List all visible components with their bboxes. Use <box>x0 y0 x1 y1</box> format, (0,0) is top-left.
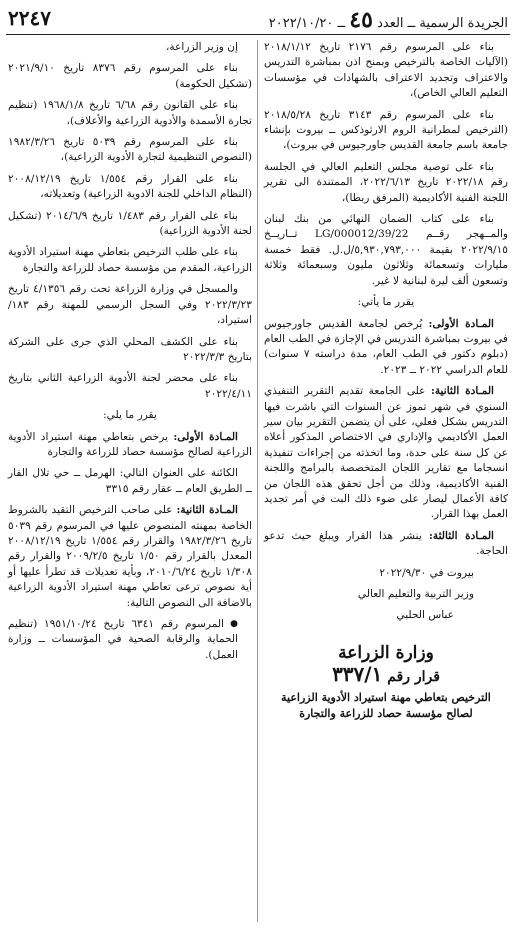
gazette-title <box>269 7 508 33</box>
left-article-1-text: يرخص بتعاطي مهنة استيراد الأدوية الزراعية لصالح مؤسسة حصاد للزراعة والتجارة <box>8 430 252 458</box>
page-header <box>6 4 510 35</box>
decree-number <box>264 662 508 687</box>
article-3-label: المـادة الثالثة: <box>428 529 494 542</box>
decree-num: ٣٣٧ <box>332 662 365 687</box>
decides-heading-left: يقرر ما يلي: <box>103 409 157 422</box>
issue-number: ٤٥ <box>349 7 373 33</box>
column-divider <box>257 40 258 922</box>
ministry-heading: وزارة الزراعة <box>338 642 434 663</box>
page-number: ٢٢٤٧ <box>8 6 51 30</box>
left-article-2-label: المـادة الثانية: <box>176 504 238 517</box>
clause-decree-8376: بناء على المرسوم رقم ٨٣٧٦ تاريخ ٢٠٢١/٩/١٠ (تشكيل الحكومة) <box>8 62 252 90</box>
clause-decree-2176: بناء على المرسوم رقم ٢١٧٦ تاريخ ٢٠١٨/١/١٢ (الآليات الخاصة بالترخيص وبمنح اذن بمباشرة التدريس والاعتراف وتجديد الاعتراف بالشهادات في مؤسسات التعليم العالي الخاص)، <box>264 41 508 100</box>
bullet-decree-6341: ● المرسوم رقم ٦٣٤١ تاريخ ١٩٥١/١٠/٢٤ (تنظيم الحماية والرقابة الصحية في المؤسسات ــ وزارة العمل). <box>8 617 252 663</box>
left-article-2-text: على صاحب الترخيص التقيد بالشروط الخاصة بمهنته المنصوص عليها في المرسوم رقم ٥٠٣٩ تاريخ ١٩٨٢/٣/٢٦ والقرار رقم ١/٥٥٤ تاريخ ٢٠٠٨/١٢/١٩ المعدل بالقرار رقم ١/٥٠ تاريخ ٢٠٠٩/٢/٥ والقرار رقم ١/٣٠٨ تاريخ ٢٠١٠/٦/٢٤، وبأية تعديلات قد تطرأ عليها أو أية نصوص ترعى تعاطي مهنة استيراد الأدوية الزراعية بالاضافة الى النصوص التالية: <box>8 504 252 609</box>
clause-bank-guarantee: بناء على كتاب الضمان النهائي من بنك لبنان والمــهجر رقــم 39/22/LG/000012 تــاريــخ ٢٠٢٢/٩/١٥ بقيمة ٥,٩٣٠,٧٩٣,٠٠٠/ل.ل. فقط خمسة مليارات وتسعمائة وثلاثون مليون وسبعمائة وثلاثة وتسعون ألف ليرة لبنانية لا غير. <box>264 213 508 287</box>
gazette-name: الجريدة الرسمية ــ العدد <box>377 16 508 31</box>
article-1 <box>264 317 508 379</box>
left-column <box>8 40 252 669</box>
clause-decision-554: بناء على القرار رقم ١/٥٥٤ تاريخ ٢٠٠٨/١٢/١٩ (النظام الداخلي للجنة الادوية الزراعية) وتعديلاته، <box>8 172 252 201</box>
signature-name: عباس الحلبي <box>396 609 454 622</box>
signature-date: بيروت في ٢٠٢٢/٩/٣٠ <box>379 566 474 579</box>
decree-subject-line-2: لصالح مؤسسة حصاد للزراعة والتجارة <box>299 706 473 720</box>
left-article-1 <box>8 430 252 461</box>
article-2 <box>264 384 508 523</box>
decree-subject-line-1: الترخيص بتعاطي مهنة استيراد الأدوية الزراعية <box>281 690 491 704</box>
clause-decree-5039: بناء على المرسوم رقم ٥٠٣٩ تاريخ ١٩٨٢/٣/٢٦ (النصوص التنظيمية لتجارة الأدوية الزراعية)، <box>8 136 252 164</box>
clause-committee-minutes: بناء على محضر لجنة الأدوية الزراعية الثاني بتاريخ ٢٠٢٢/٤/١١ <box>8 372 252 400</box>
clause-inspection: بناء على الكشف المحلي الذي جرى على الشركة بتاريخ ٢٠٢٢/٣/٣ <box>8 335 252 363</box>
signature-title: وزير التربية والتعليم العالي <box>357 588 474 600</box>
decree-slash: /١ <box>364 662 383 687</box>
article-3 <box>264 529 508 560</box>
article-2-text: على الجامعة تقديم التقرير التنفيذي السنوي في شهر تموز عن السنوات التي باشرت فيها التدريس بشكل فعلي، على أن يتضمن التقرير بيان سير العمل الأكاديمي والإداري في الاختصاص المذكور أعلاه عن كل سنة على حدة، وما اتخذته من إجراءات تنفيذية انسجاما مع تقارير اللجان المتخصصة بالبرامج واللجنة الفنية الأكاديمية، وذلك من أجل تحقق هذه اللجان من كافة الأعمال ليصار على ضوء ذلك البت في أمر تجديد العمل بهذا القرار. <box>264 385 508 521</box>
article-2-label: المـادة الثانية: <box>430 385 494 398</box>
decree-label: قرار رقم <box>387 669 440 686</box>
clause-law-68: بناء على القانون رقم ٦/٦٨ تاريخ ١٩٦٨/١/٨ (تنظيم تجارة الأسمدة والأدوية الزراعية والأعلاف)، <box>8 99 252 127</box>
right-column <box>264 40 508 722</box>
decides-heading: يقرر ما يأتي: <box>357 296 415 309</box>
left-article-1-label: المـادة الأولى: <box>173 430 238 443</box>
clause-council-recommendation: بناء على توصية مجلس التعليم العالي في الجلسة رقم ٢٠٢٢/١٨ تاريخ ٢٠٢٢/٦/١٣، الممتندة الى تقرير اللجنة الفنية الأكاديمية (المرفق ربطا)، <box>264 160 508 204</box>
left-article-2 <box>8 503 252 611</box>
article-1-text: يُرخص لجامعة القديس جاورجيوس في بيروت بمباشرة التدريس في الإجازة في الطب العام (دبلوم دكتور في الطب العام، مدة دراسته ٧ سنوات) للعام الدراسي ٢٠٢٢ ــ ٢٠٢٣. <box>264 317 508 376</box>
issue-date: ــ ٢٠٢٢/١٠/٢٠ <box>268 16 346 31</box>
minister-intro: إن وزير الزراعة، <box>166 41 238 53</box>
article-1-label: المـادة الأولى: <box>428 317 494 330</box>
clause-license-request: بناء على طلب الترخيص بتعاطي مهنة استيراد الأدوية الزراعية، المقدم من مؤسسة حصاد للزراعة والتجارة <box>8 246 252 274</box>
clause-decree-3143: بناء على المرسوم رقم ٣١٤٣ تاريخ ٢٠١٨/٥/٢٨ (الترخيص لمطرانية الروم الارثوذكس ــ بيروت بإنشاء جامعة باسم جامعة القديس جاورجيوس في بيروت)، <box>264 108 508 152</box>
address: الكائنة على العنوان التالي: الهرمل ــ حي تلال الفار ــ الطريق العام ــ عقار رقم ٣٣١٥ <box>8 467 252 495</box>
clause-registration: والمسجل في وزارة الزراعة تحت رقم ٤/١٣٥٦ تاريخ ٢٠٢٢/٣/٢٣ وفي السجل الرسمي للمهنة رقم ١٨٣/ استيراد، <box>8 283 252 327</box>
article-3-text: ينشر هذا القرار ويبلغ حيث تدعو الحاجة. <box>264 529 508 558</box>
clause-decision-483: بناء على القرار رقم ١/٤٨٣ تاريخ ٢٠١٤/٦/٩ (تشكيل لجنة الأدوية الزراعية) <box>8 209 252 238</box>
